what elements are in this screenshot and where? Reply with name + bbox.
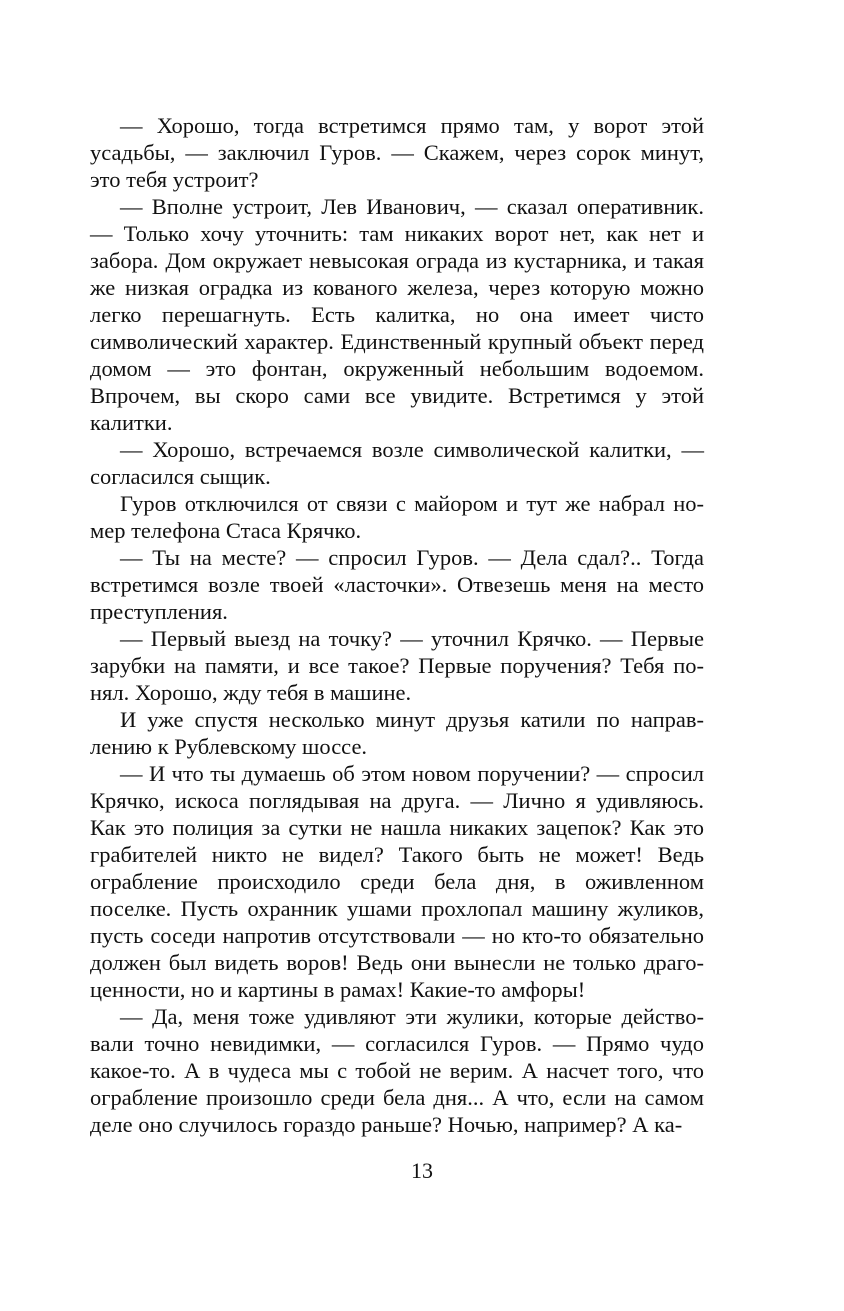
- paragraph-8: — И что ты думаешь об этом новом поручении? — спросил Крячко, искоса поглядывая на друга. — Лично я удивляюсь. Как это полиция за сутки не нашла никаких зацепок? Как это грабителей никто не видел? Такого быть не может! Ведь ограбление происходило среди бела дня, в оживленном поселке. Пусть охранник ушами прохлопал машину жуликов, пусть соседи напротив отсутствовали — но кто-то обязательно должен был видеть воров! Ведь они вынесли не только драгоценности, но и картины в рамах! Какие-то амфоры!: [90, 761, 704, 1002]
- paragraph-7: И уже спустя несколько минут друзья катили по направлению к Рублевскому шоссе.: [90, 707, 704, 759]
- page-number: 13: [411, 1158, 433, 1183]
- paragraph-3: — Хорошо, встречаемся возле символической калитки, — согласился сыщик.: [90, 437, 704, 489]
- paragraph-9: — Да, меня тоже удивляют эти жулики, которые действовали точно невидимки, — согласился Гуров. — Прямо чудо какое-то. А в чудеса мы с тобой не верим. А насчет того, что ограбление произошло среди бела дня... А что, если на самом деле оно случилось гораздо раньше? Ночью, например? А ка-: [90, 1004, 704, 1137]
- paragraph-4: Гуров отключился от связи с майором и тут же набрал номер телефона Стаса Крячко.: [90, 491, 704, 543]
- body-text: [90, 112, 704, 1138]
- paragraph-5: — Ты на месте? — спросил Гуров. — Дела сдал?.. Тогда встретимся возле твоей «ласточки». Отвезешь меня на место преступления.: [90, 545, 704, 624]
- paragraph-6: — Первый выезд на точку? — уточнил Крячко. — Первые зарубки на памяти, и все такое? Первые поручения? Тебя понял. Хорошо, жду тебя в машине.: [90, 626, 704, 705]
- paragraph-1: — Хорошо, тогда встретимся прямо там, у ворот этой усадьбы, — заключил Гуров. — Скажем, через сорок минут, это тебя устроит?: [90, 113, 704, 192]
- paragraph-2: — Вполне устроит, Лев Иванович, — сказал оперативник. — Только хочу уточнить: там никаких ворот нет, как нет и забора. Дом окружает невысокая ограда из кустарника, и такая же низкая оградка из кованого железа, через которую можно легко перешагнуть. Есть калитка, но она имеет чисто символический характер. Единственный крупный объект перед домом — это фонтан, окруженный небольшим водоемом. Впрочем, вы скоро сами все увидите. Встретимся у этой калитки.: [90, 194, 704, 435]
